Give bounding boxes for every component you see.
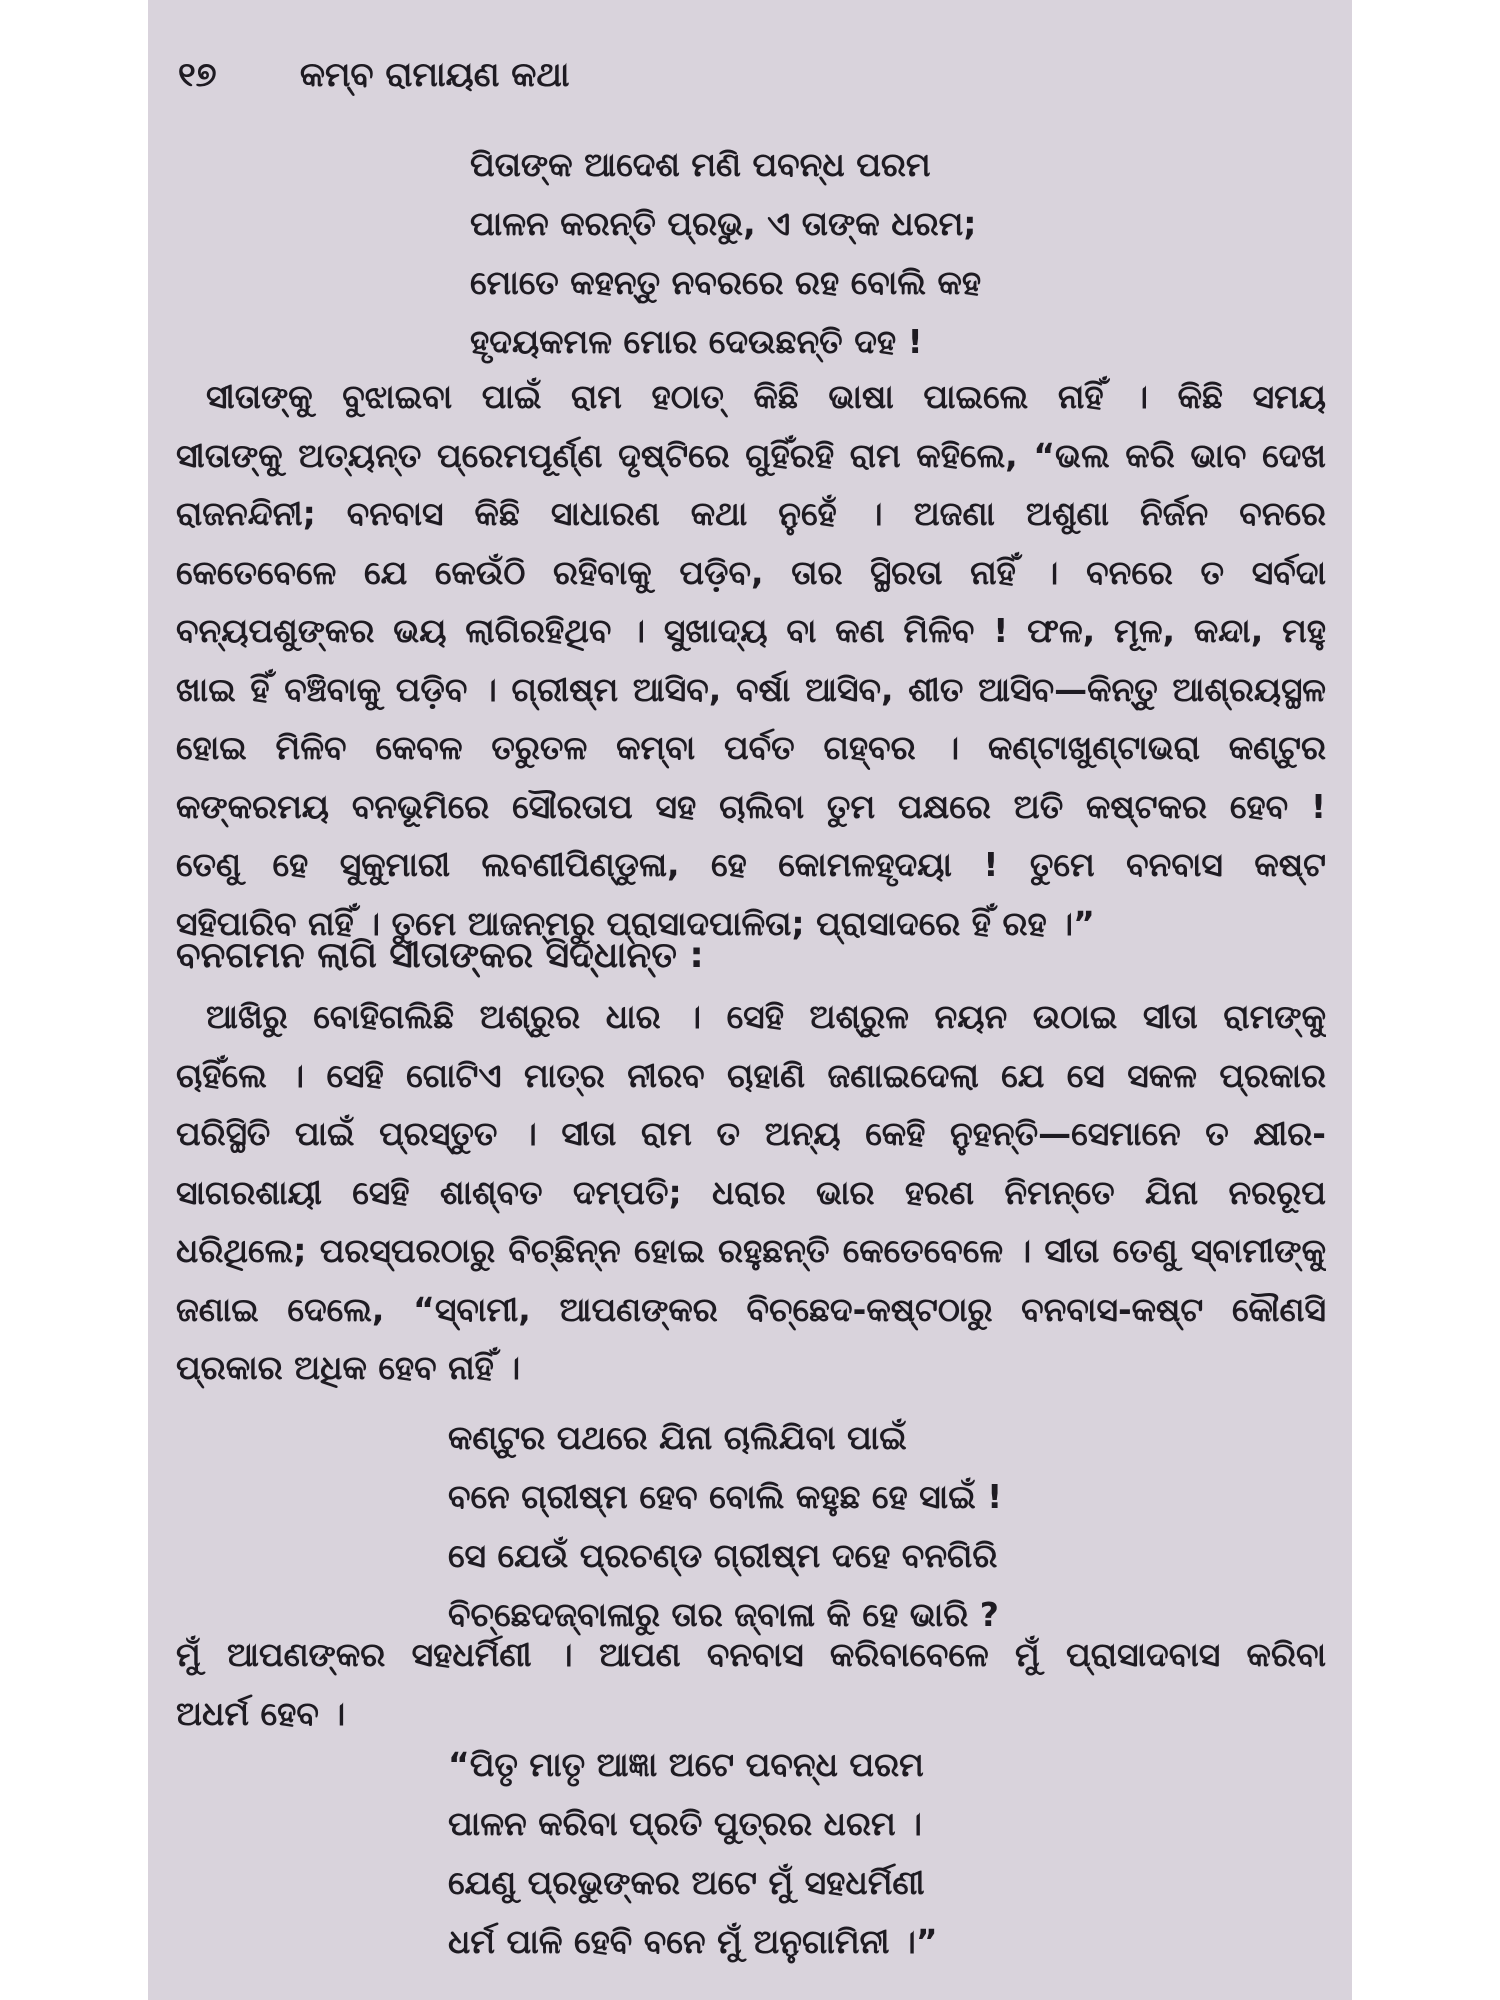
- paragraph-3: [176, 1626, 1326, 1743]
- verse-line: ସେ ଯେଉଁ ପ୍ରଚଣ୍ଡ ଗ୍ରୀଷ୍ମ ଦହେ ବନଗିରି: [448, 1536, 998, 1575]
- book-page: [148, 0, 1352, 2000]
- paragraph-line: ରାଜନନ୍ଦିନୀ; ବନବାସ କିଛି ସାଧାରଣ କଥା ନୁହେଁ । ଅଜଣା ଅଶୁଣା ନିର୍ଜନ ବନରେ: [176, 494, 1326, 533]
- verse-line: ବନେ ଗ୍ରୀଷ୍ମ ହେବ ବୋଲି କହୁଛ ହେ ସାଇଁ !: [448, 1477, 1003, 1516]
- paragraph-line: କେତେବେଳେ ଯେ କେଉଁଠି ରହିବାକୁ ପଡ଼ିବ, ତାର ସ୍ଥିରତା ନାହିଁ । ବନରେ ତ ସର୍ବଦା: [176, 552, 1326, 592]
- paragraph-line: ପରିସ୍ଥିତି ପାଇଁ ପ୍ରସ୍ତୁତ । ସୀତା ରାମ ତ ଅନ୍ୟ କେହି ନୁହନ୍ତି—ସେମାନେ ତ କ୍ଷୀର-: [176, 1114, 1326, 1153]
- paragraph-line: ଅଧର୍ମ ହେବ ।: [176, 1693, 346, 1733]
- running-title: କମ୍ବ ରାମାୟଣ କଥା: [299, 55, 570, 95]
- paragraph-line: ଜଣାଇ ଦେଲେ, “ସ୍ବାମୀ, ଆପଣଙ୍କର ବିଚ୍ଛେଦ-କଷ୍ଟଠାରୁ ବନବାସ-କଷ୍ଟ କୌଣସି: [176, 1289, 1326, 1329]
- verse-block-1: [470, 135, 981, 371]
- paragraph-line: କଙ୍କରମୟ ବନଭୂମିରେ ସୌରତାପ ସହ ଚାଲିବା ତୁମ ପକ୍ଷରେ ଅତି କଷ୍ଟକର ହେବ !: [176, 786, 1326, 826]
- paragraph-1: [176, 368, 1326, 953]
- verse-line: ମୋତେ କହନ୍ତୁ ନବରରେ ରହ ବୋଲି କହ: [470, 263, 982, 302]
- paragraph-line: ଧରିଥିଲେ; ପରସ୍ପରଠାରୁ ବିଚ୍ଛିନ୍ନ ହୋଇ ରହୁଛନ୍ତି କେତେବେଳେ । ସୀତା ତେଣୁ ସ୍ବାମୀଙ୍କୁ: [176, 1231, 1326, 1270]
- verse-line: ପାଳନ କରନ୍ତି ପ୍ରଭୁ, ଏ ତାଙ୍କ ଧରମ;: [470, 204, 977, 243]
- paragraph-line: ସହିପାରିବ ନାହିଁ । ତୁମେ ଆଜନ୍ମରୁ ପ୍ରାସାଦପାଳିତା; ପ୍ରାସାଦରେ ହିଁ ରହ ।”: [176, 903, 1095, 943]
- verse-line: ଧର୍ମ ପାଳି ହେବି ବନେ ମୁଁ ଅନୁଗାମିନୀ ।”: [448, 1922, 938, 1961]
- paragraph-2: [176, 988, 1326, 1398]
- verse-block-3: [448, 1735, 938, 1971]
- section-heading: ବନଗମନ ଲାଗି ସୀତାଙ୍କର ସିଦ୍ଧାନ୍ତ :: [176, 935, 704, 976]
- paragraph-line: ହୋଇ ମିଳିବ କେବଳ ତରୁତଳ କମ୍ବା ପର୍ବତ ଗହ୍ବର । କଣ୍ଟାଖୁଣ୍ଟାଭରା କଣ୍ଟୁର: [176, 728, 1326, 767]
- verse-line: ପାଳନ କରିବା ପ୍ରତି ପୁତ୍ରର ଧରମ ।: [448, 1804, 923, 1843]
- verse-block-2: [448, 1408, 1002, 1644]
- paragraph-line: ପ୍ରକାର ଅଧିକ ହେବ ନାହିଁ ।: [176, 1348, 521, 1387]
- paragraph-line: ଚାହିଁଲେ । ସେହି ଗୋଟିଏ ମାତ୍ର ନୀରବ ଚାହାଣି ଜଣାଇଦେଲା ଯେ ସେ ସକଳ ପ୍ରକାର: [176, 1055, 1326, 1095]
- verse-line: ହୃଦୟକମଳ ମୋର ଦେଉଛନ୍ତି ଦହ !: [470, 322, 923, 361]
- paragraph-line: ତେଣୁ ହେ ସୁକୁମାରୀ ଲବଣୀପିଣ୍ଡୁଳା, ହେ କୋମଳହୃଦୟା ! ତୁମେ ବନବାସ କଷ୍ଟ: [176, 845, 1326, 884]
- verse-line: ଯେଣୁ ପ୍ରଭୁଙ୍କର ଅଟେ ମୁଁ ସହଧର୍ମିଣୀ: [448, 1863, 925, 1902]
- paragraph-line: ମୁଁ ଆପଣଙ୍କର ସହଧର୍ମିଣୀ । ଆପଣ ବନବାସ କରିବାବେଳେ ମୁଁ ପ୍ରାସାଦବାସ କରିବା: [176, 1635, 1326, 1674]
- verse-line: “ପିତୃ ମାତୃ ଆଜ୍ଞା ଅଟେ ପବନ୍ଧ ପରମ: [448, 1745, 924, 1784]
- paragraph-line: ବନ୍ୟପଶୁଙ୍କର ଭୟ ଲାଗିରହିଥିବ । ସୁଖାଦ୍ୟ ବା କଣ ମିଳିବ ! ଫଳ, ମୂଳ, କନ୍ଦା, ମହୁ: [176, 611, 1326, 650]
- paragraph-line: ସୀତାଙ୍କୁ ଅତ୍ୟନ୍ତ ପ୍ରେମପୂର୍ଣ୍ଣ ଦୃଷ୍ଟିରେ ଗୁହିଁରହି ରାମ କହିଲେ, “ଭଲ କରି ଭାବ ଦେଖ: [176, 435, 1326, 475]
- verse-line: ପିତାଙ୍କ ଆଦେଶ ମଣି ପବନ୍ଧ ପରମ: [470, 145, 931, 184]
- paragraph-line: ଖାଇ ହିଁ ବଞ୍ଚିବାକୁ ପଡ଼ିବ । ଗ୍ରୀଷ୍ମ ଆସିବ, ବର୍ଷା ଆସିବ, ଶୀତ ଆସିବ—କିନ୍ତୁ ଆଶ୍ରୟସ୍ଥଳ: [176, 669, 1326, 709]
- verse-line: କଣ୍ଟୁର ପଥରେ ଯିନା ଚାଲିଯିବା ପାଇଁ: [448, 1418, 907, 1457]
- page-number: ୧୭: [178, 55, 217, 95]
- verse-line: ବିଚ୍ଛେଦଜ୍ବାଳାରୁ ତାର ଜ୍ବାଳା କି ହେ ଭାରି ?: [448, 1595, 999, 1634]
- paragraph-line: ସାଗରଶାୟୀ ସେହି ଶାଶ୍ବତ ଦମ୍ପତି; ଧରାର ଭାର ହରଣ ନିମନ୍ତେ ଯିନା ନରରୂପ: [176, 1172, 1326, 1212]
- paragraph-line: ଆଖିରୁ ବୋହିଗଲିଛି ଅଶ୍ରୁର ଧାର । ସେହି ଅଶ୍ରୁଳ ନୟନ ଉଠାଇ ସୀତା ରାମଙ୍କୁ: [206, 997, 1326, 1036]
- page-header: [178, 55, 570, 95]
- paragraph-line: ସୀତାଙ୍କୁ ବୁଝାଇବା ପାଇଁ ରାମ ହଠାତ୍ କିଛି ଭାଷା ପାଇଲେ ନାହିଁ । କିଛି ସମୟ: [206, 377, 1326, 416]
